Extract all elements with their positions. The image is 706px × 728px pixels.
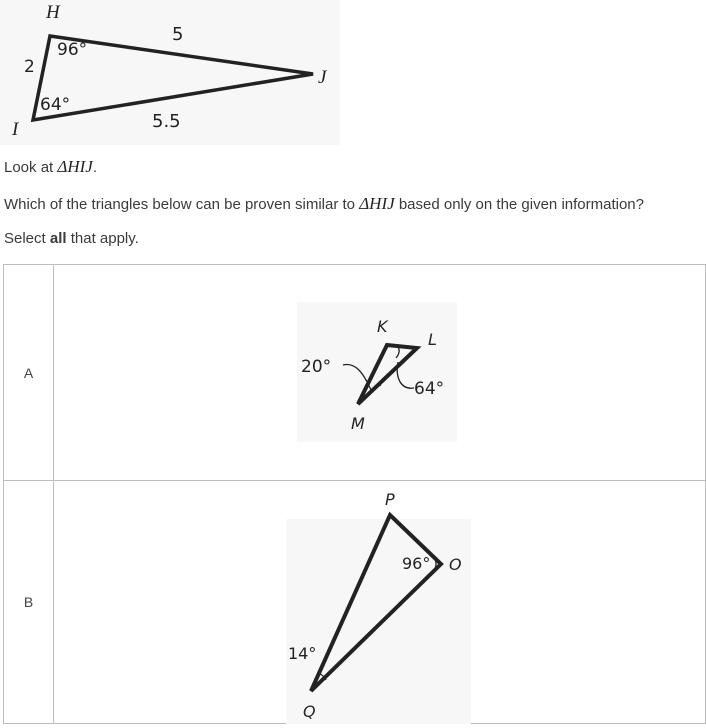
instruction-text bbox=[4, 230, 139, 247]
side-hj-label: 5 bbox=[172, 24, 184, 45]
vertex-o-label: O bbox=[449, 555, 462, 574]
choice-row-b[interactable] bbox=[4, 481, 706, 724]
look-at-period: . bbox=[92, 159, 98, 176]
vertex-l-label: L bbox=[428, 330, 437, 349]
question-suffix: based only on the given information? bbox=[394, 196, 644, 213]
vertex-j-label: J bbox=[318, 67, 327, 88]
triangle-hij-figure bbox=[0, 0, 340, 145]
look-at-line bbox=[4, 157, 97, 177]
vertex-h-label: H bbox=[46, 2, 60, 23]
angle-k-label: 64° bbox=[414, 379, 445, 399]
vertex-k-label: K bbox=[377, 317, 388, 336]
choice-b-letter[interactable]: B bbox=[4, 481, 54, 724]
angle-i-label: 64° bbox=[40, 95, 71, 115]
triangle-klm-figure bbox=[297, 302, 457, 442]
choice-a-letter[interactable]: A bbox=[4, 265, 54, 481]
look-at-text: Look at bbox=[4, 159, 58, 176]
vertex-i-label: I bbox=[12, 119, 19, 140]
triangle-name: ΔHIJ bbox=[57, 157, 93, 176]
angle-o-label: 96° bbox=[402, 554, 431, 573]
triangle-opq-figure bbox=[286, 489, 471, 724]
answer-choices-table bbox=[3, 264, 706, 724]
instruction-suffix: that apply. bbox=[66, 230, 139, 247]
choice-row-a[interactable] bbox=[4, 265, 706, 481]
choice-a-cell[interactable] bbox=[54, 265, 706, 481]
angle-m-label: 20° bbox=[301, 357, 332, 377]
vertex-q-label: Q bbox=[303, 702, 316, 721]
angle-q-label: 14° bbox=[288, 644, 317, 663]
vertex-p-label: P bbox=[385, 490, 395, 509]
instruction-emphasis: all bbox=[49, 230, 67, 247]
choice-b-cell[interactable] bbox=[54, 481, 706, 724]
angle-h-label: 96° bbox=[57, 40, 88, 60]
side-hi-label: 2 bbox=[24, 57, 35, 77]
instruction-prefix: Select bbox=[4, 230, 50, 247]
vertex-m-label: M bbox=[351, 414, 365, 433]
question-prefix: Which of the triangles below can be proven similar to bbox=[4, 196, 360, 213]
question-text bbox=[4, 194, 644, 214]
side-ij-label: 5.5 bbox=[152, 111, 181, 132]
question-triangle-name: ΔHIJ bbox=[359, 194, 395, 213]
